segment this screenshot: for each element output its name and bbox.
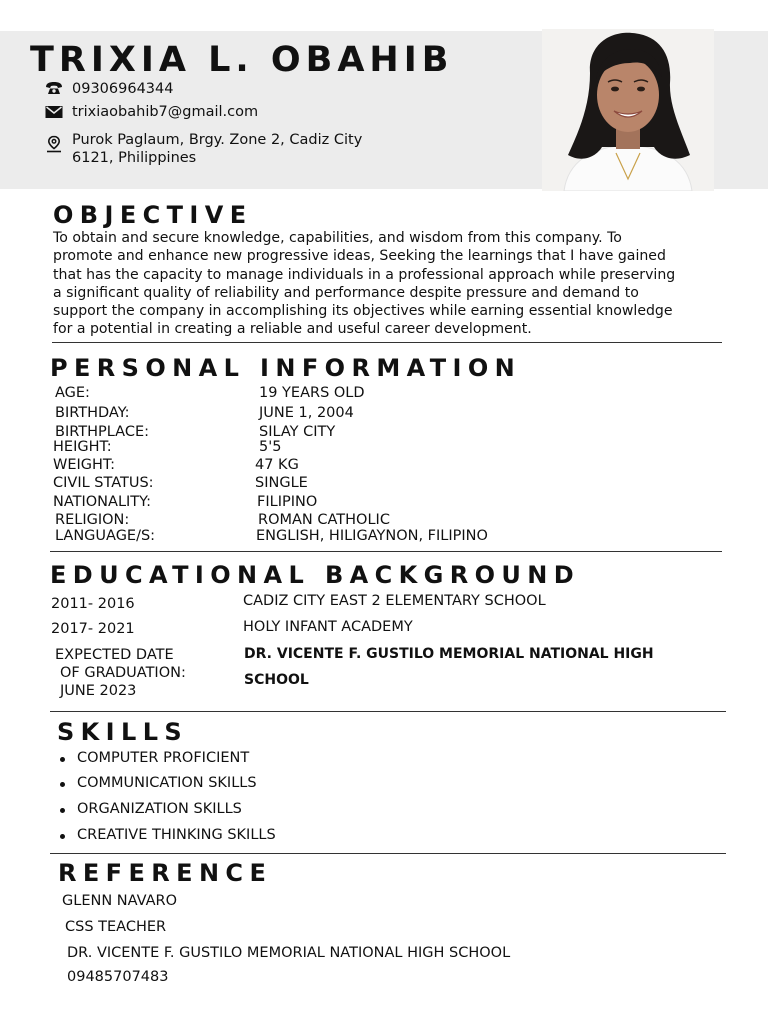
email-address: trixiaobahib7@gmail.com: [72, 104, 259, 120]
phone-number: 09306964344: [72, 81, 174, 97]
objective-line: promote and enhance new progressive ideas, Seeking the learnings that I have gained: [53, 248, 666, 265]
bullet-icon: [60, 834, 65, 839]
objective-line: To obtain and secure knowledge, capabilities, and wisdom from this company. To: [53, 230, 622, 246]
skill-item: ORGANIZATION SKILLS: [77, 801, 242, 817]
bullet-icon: [60, 782, 65, 787]
skill-item: COMMUNICATION SKILLS: [77, 775, 257, 791]
education-school: CADIZ CITY EAST 2 ELEMENTARY SCHOOL: [243, 593, 546, 609]
civil-status-label: CIVIL STATUS:: [53, 475, 154, 491]
section-divider: [50, 711, 726, 712]
languages-label: LANGUAGE/S:: [55, 528, 156, 544]
objective-line: support the company in accomplishing its objectives while earning essential knowledge: [53, 303, 673, 320]
weight-label: WEIGHT:: [53, 457, 116, 473]
bullet-icon: [60, 757, 65, 762]
expected-graduation-date: JUNE 2023: [60, 683, 137, 699]
education-period: 2017- 2021: [51, 621, 135, 637]
reference-phone: 09485707483: [67, 969, 169, 985]
phone-icon: [44, 80, 64, 98]
section-divider: [50, 551, 722, 552]
objective-line: for a potential in creating a reliable and useful career development.: [53, 321, 532, 338]
skill-item: COMPUTER PROFICIENT: [77, 750, 250, 766]
weight-value: 47 KG: [255, 457, 299, 473]
religion-label: RELIGION:: [55, 512, 130, 528]
reference-position: CSS TEACHER: [65, 919, 167, 935]
skills-title: SKILLS: [57, 718, 189, 746]
email-icon: [44, 103, 64, 121]
nationality-label: NATIONALITY:: [53, 494, 151, 510]
birthplace-label: BIRTHPLACE:: [55, 424, 149, 440]
education-school: HOLY INFANT ACADEMY: [243, 619, 413, 635]
objective-paragraph: [53, 229, 733, 339]
height-label: HEIGHT:: [53, 439, 112, 455]
civil-status-value: SINGLE: [255, 475, 308, 491]
education-period: 2011- 2016: [51, 596, 135, 612]
address-line-1: Purok Paglaum, Brgy. Zone 2, Cadiz City: [72, 132, 363, 148]
birthday-label: BIRTHDAY:: [55, 405, 130, 421]
education-title: EDUCATIONAL BACKGROUND: [50, 561, 581, 589]
skill-item: CREATIVE THINKING SKILLS: [77, 827, 276, 843]
applicant-name: TRIXIA L. OBAHIB: [30, 40, 454, 80]
reference-title: REFERENCE: [58, 859, 273, 887]
age-label: AGE:: [55, 385, 90, 401]
location-pin-icon: [44, 135, 64, 153]
objective-line: a significant quality of reliability and performance despite pressure and demand to: [53, 284, 639, 301]
languages-value: ENGLISH, HILIGAYNON, FILIPINO: [256, 528, 488, 544]
birthday-value: JUNE 1, 2004: [259, 405, 354, 421]
expected-school-name: DR. VICENTE F. GUSTILO MEMORIAL NATIONAL HIGH: [244, 646, 654, 662]
age-value: 19 YEARS OLD: [259, 385, 365, 401]
religion-value: ROMAN CATHOLIC: [258, 512, 390, 528]
nationality-value: FILIPINO: [257, 494, 318, 510]
objective-line: that has the capacity to manage individuals in a professional approach while preserving: [53, 266, 676, 283]
reference-school: DR. VICENTE F. GUSTILO MEMORIAL NATIONAL HIGH SCHOOL: [67, 945, 511, 961]
section-divider: [52, 342, 722, 343]
personal-info-title: PERSONAL INFORMATION: [50, 354, 522, 382]
address-line-2: 6121, Philippines: [72, 150, 197, 166]
reference-name: GLENN NAVARO: [62, 893, 178, 909]
height-value: 5'5: [259, 439, 282, 455]
section-divider: [50, 853, 726, 854]
expected-graduation-label: OF GRADUATION:: [60, 665, 186, 681]
profile-photo: [542, 29, 714, 191]
expected-school-name-cont: SCHOOL: [244, 672, 309, 688]
birthplace-value: SILAY CITY: [259, 424, 336, 440]
expected-graduation-label: EXPECTED DATE: [55, 647, 174, 663]
objective-title: OBJECTIVE: [53, 201, 253, 229]
bullet-icon: [60, 808, 65, 813]
